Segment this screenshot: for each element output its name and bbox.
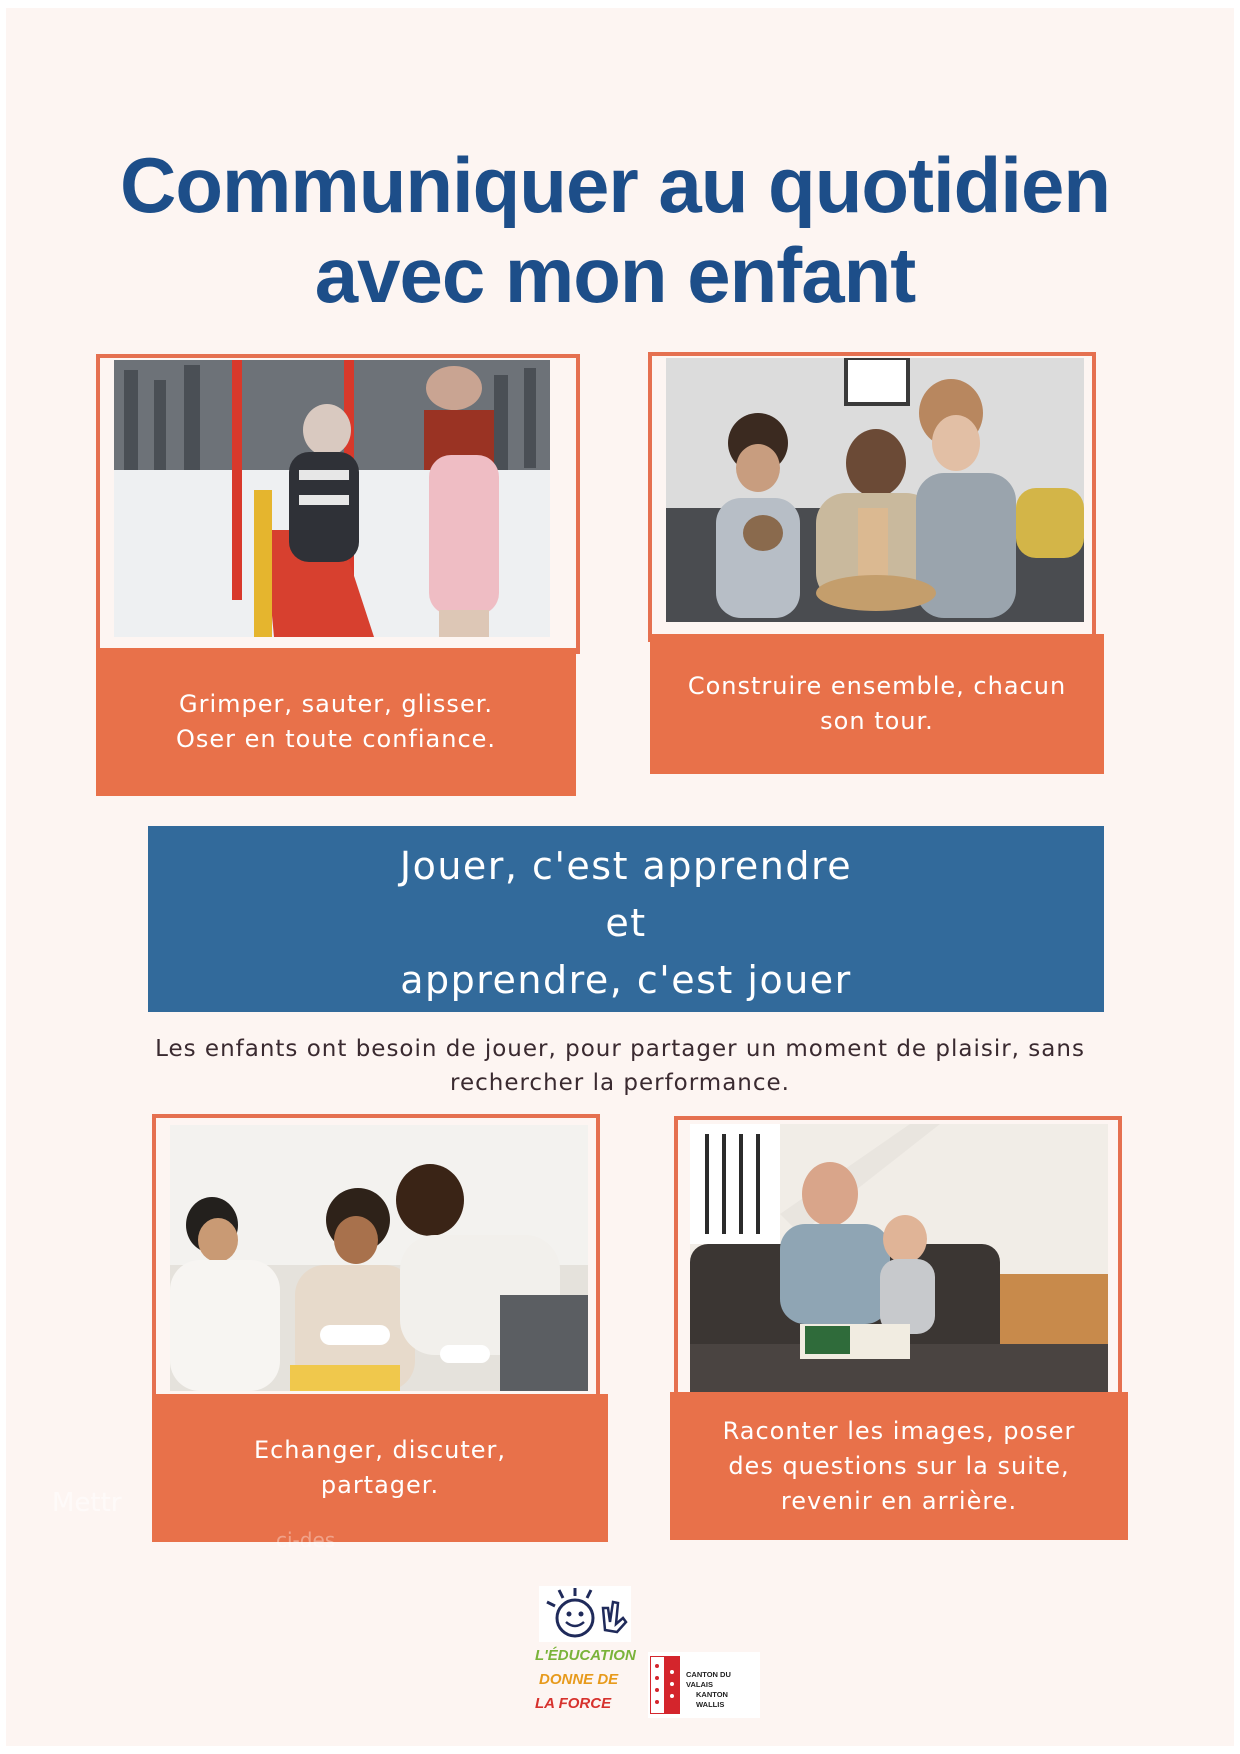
photo-building-blocks [666, 358, 1084, 622]
photo-reading-book [690, 1124, 1108, 1400]
valais-shield-icon [650, 1656, 680, 1714]
education-logo-line-3: LA FORCE [535, 1695, 612, 1712]
banner-line-3: apprendre, c'est jouer [400, 958, 852, 1002]
canton-logo-text [686, 1670, 758, 1710]
education-logo-line-2: DONNE DE [539, 1671, 619, 1688]
photo-family-gaming [170, 1125, 588, 1391]
caption-blocks: Construire ensemble, chacun son tour. [650, 634, 1104, 774]
banner-line-1: Jouer, c'est apprendre [399, 844, 853, 888]
education-logo-text [535, 1644, 635, 1716]
ghost-text-2: ci-des [276, 1528, 336, 1552]
title-line-2: avec mon enfant [314, 231, 916, 319]
page-title [100, 140, 1130, 320]
ghost-text-1: Mettr [52, 1488, 122, 1518]
banner-line-2: et [605, 901, 647, 945]
title-line-1: Communiquer au quotidien [120, 141, 1110, 229]
banner-quote [148, 826, 1104, 1012]
photo-child-on-slide [114, 360, 550, 637]
education-logo-line-1: L'ÉDUCATION [535, 1647, 636, 1664]
canton-valais-logo [648, 1652, 760, 1718]
caption-games: Echanger, discuter, partager. [152, 1394, 608, 1542]
canton-logo-line-1: CANTON DU VALAIS [686, 1670, 731, 1689]
caption-slide: Grimper, sauter, glisser. Oser en toute confiance. [96, 648, 576, 796]
education-logo [535, 1586, 636, 1716]
smiling-child-icon [539, 1586, 631, 1642]
intro-paragraph: Les enfants ont besoin de jouer, pour partager un moment de plaisir, sans rechercher la performance. [155, 1036, 1085, 1096]
canton-logo-line-2: KANTON WALLIS [696, 1690, 728, 1709]
caption-book: Raconter les images, poser des questions sur la suite, revenir en arrière. [670, 1392, 1128, 1540]
